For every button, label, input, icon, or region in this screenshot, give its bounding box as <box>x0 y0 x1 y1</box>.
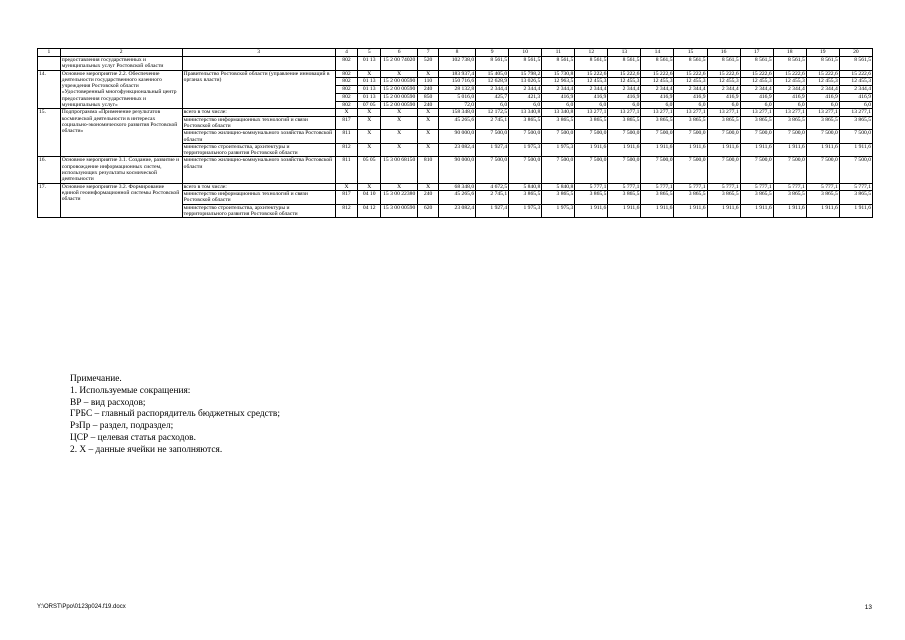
budget-code: 15 2 00 00590 <box>381 78 418 86</box>
amount-value: 6,0 <box>542 101 575 109</box>
amount-value: 7 500,0 <box>575 157 608 183</box>
amount-value: 15 222,6 <box>608 70 641 78</box>
budget-code: 01 13 <box>358 78 381 86</box>
amount-value: 7 500,0 <box>740 130 773 144</box>
budget-code: 01 13 <box>358 86 381 94</box>
amount-value: 8 561,5 <box>773 57 806 71</box>
row-number: 17. <box>38 183 61 217</box>
amount-value: 12 963,5 <box>542 78 575 86</box>
amount-value: 8 561,5 <box>806 57 839 71</box>
amount-value: 15 405,0 <box>476 70 509 78</box>
budget-code: X <box>418 116 439 130</box>
amount-value: 12 455,3 <box>641 78 674 86</box>
amount-value: 7 500,0 <box>641 157 674 183</box>
amount-value: 3 865,5 <box>707 116 740 130</box>
amount-value: 1 975,3 <box>509 143 542 157</box>
column-number-header: 14 <box>641 49 674 57</box>
budget-code: 15 3 00 68150 <box>381 157 418 183</box>
amount-value: 1 911,6 <box>707 143 740 157</box>
amount-value: 1 911,6 <box>608 143 641 157</box>
budget-code: X <box>381 116 418 130</box>
budget-code: X <box>335 109 358 116</box>
budget-code: 812 <box>335 204 358 218</box>
amount-value: 1 975,3 <box>509 204 542 218</box>
note-line: Примечание. <box>70 374 122 384</box>
amount-value: 5 840,8 <box>509 183 542 190</box>
amount-value: 12 455,3 <box>674 78 707 86</box>
amount-value: 416,9 <box>575 93 608 101</box>
budget-code: 04 12 <box>358 204 381 218</box>
amount-value: 1 911,6 <box>608 204 641 218</box>
column-number-header: 17 <box>740 49 773 57</box>
column-number-header: 5 <box>358 49 381 57</box>
budget-code: 15 3 00 22380 <box>381 190 418 204</box>
amount-value: 416,9 <box>740 93 773 101</box>
budget-code: 15 2 00 00590 <box>381 101 418 109</box>
budget-code: 812 <box>335 143 358 157</box>
budget-code: 04 10 <box>358 190 381 204</box>
amount-value: 5 777,1 <box>773 183 806 190</box>
table-row <box>38 70 873 78</box>
budget-code: 01 13 <box>358 57 381 71</box>
amount-value: 2 344,4 <box>674 86 707 94</box>
amount-value: 8 561,5 <box>509 57 542 71</box>
amount-value: 12 455,3 <box>608 78 641 86</box>
amount-value: 8 561,5 <box>740 57 773 71</box>
amount-value: 2 344,4 <box>773 86 806 94</box>
amount-value: 416,9 <box>839 93 872 101</box>
amount-value: 5 777,1 <box>608 183 641 190</box>
budget-code: X <box>358 183 381 190</box>
amount-value: 68 348,0 <box>438 183 475 190</box>
budget-code: X <box>418 109 439 116</box>
column-number-header: 2 <box>60 49 182 57</box>
column-number-header: 19 <box>806 49 839 57</box>
amount-value: 3 865,5 <box>542 190 575 204</box>
amount-value: 6,0 <box>839 101 872 109</box>
amount-value: 12 455,3 <box>773 78 806 86</box>
amount-value: 1 911,6 <box>773 204 806 218</box>
column-number-header: 13 <box>608 49 641 57</box>
amount-value: 5 777,1 <box>707 183 740 190</box>
column-number-header: 20 <box>839 49 872 57</box>
note-line: 2. X – данные ячейки не заполняются. <box>70 444 223 455</box>
amount-value: 3 865,5 <box>641 116 674 130</box>
budget-code: 05 05 <box>358 157 381 183</box>
amount-value: 5 777,1 <box>839 183 872 190</box>
amount-value: 2 344,4 <box>806 86 839 94</box>
row-number <box>38 57 61 71</box>
budget-code: 802 <box>335 57 358 71</box>
budget-code: X <box>418 143 439 157</box>
budget-code: X <box>381 109 418 116</box>
column-number-header: 10 <box>509 49 542 57</box>
amount-value: 7 500,0 <box>542 130 575 144</box>
amount-value: 3 865,5 <box>575 190 608 204</box>
amount-value: 7 500,0 <box>740 157 773 183</box>
executor-name: министерство строительства, архитектуры и территориального развития Ростовской области <box>182 143 335 157</box>
amount-value: 6,0 <box>773 101 806 109</box>
amount-value: 72,0 <box>438 101 475 109</box>
budget-code: 01 13 <box>358 93 381 101</box>
amount-value: 90 000,0 <box>438 157 475 183</box>
amount-value: 3 865,5 <box>608 116 641 130</box>
amount-value: 3 865,5 <box>740 190 773 204</box>
amount-value: 13 277,1 <box>839 109 872 116</box>
note-line: ГРБС – главный распорядитель бюджетных средств; <box>70 409 280 420</box>
program-name: Основное мероприятие 2.2. Обеспечение деятельности государственного казенного учреждения Ростовской области «Удостоверенный многофункциональный центр предоставления государственных и муниципальных услуг» <box>60 70 182 109</box>
amount-value: 6,0 <box>674 101 707 109</box>
note-line: 1. Используемые сокращения: <box>70 385 191 396</box>
amount-value: 28 132,8 <box>438 86 475 94</box>
budget-code: X <box>381 143 418 157</box>
amount-value: 15 798,2 <box>509 70 542 78</box>
amount-value: 15 222,6 <box>707 70 740 78</box>
amount-value: 13 277,1 <box>575 109 608 116</box>
amount-value: 2 344,4 <box>608 86 641 94</box>
amount-value: 2 344,4 <box>839 86 872 94</box>
amount-value: 6,0 <box>707 101 740 109</box>
budget-code: X <box>358 130 381 144</box>
amount-value: 7 500,0 <box>608 130 641 144</box>
amount-value: 15 222,6 <box>575 70 608 78</box>
amount-value: 416,9 <box>773 93 806 101</box>
amount-value: 7 500,0 <box>806 157 839 183</box>
amount-value: 15 222,6 <box>839 70 872 78</box>
amount-value: 12 455,3 <box>740 78 773 86</box>
budget-code: 850 <box>418 93 439 101</box>
row-number: 16. <box>38 157 61 183</box>
budget-code: X <box>418 130 439 144</box>
amount-value: 13 340,8 <box>509 109 542 116</box>
amount-value: 3 865,5 <box>542 116 575 130</box>
amount-value: 3 865,5 <box>839 190 872 204</box>
amount-value: 6,0 <box>575 101 608 109</box>
budget-code: 810 <box>418 157 439 183</box>
amount-value: 13 277,1 <box>707 109 740 116</box>
column-number-header: 11 <box>542 49 575 57</box>
budget-code: 520 <box>418 57 439 71</box>
amount-value: 45 265,6 <box>438 190 475 204</box>
amount-value: 5 777,1 <box>641 183 674 190</box>
amount-value: 7 500,0 <box>773 157 806 183</box>
row-number: 15. <box>38 109 61 157</box>
program-name: Подпрограмма «Применение результатов космической деятельности в интересах социально-экономического развития Ростовской области» <box>60 109 182 157</box>
amount-value: 45 265,6 <box>438 116 475 130</box>
budget-code: 811 <box>335 157 358 183</box>
amount-value: 6,0 <box>509 101 542 109</box>
amount-value: 13 277,1 <box>608 109 641 116</box>
column-number-header: 7 <box>418 49 439 57</box>
amount-value: 416,9 <box>608 93 641 101</box>
amount-value: 7 500,0 <box>542 157 575 183</box>
budget-code: 15 3 00 00590 <box>381 204 418 218</box>
amount-value: 425,7 <box>476 93 509 101</box>
amount-value: 23 082,4 <box>438 143 475 157</box>
amount-value: 7 500,0 <box>575 130 608 144</box>
amount-value: 15 222,6 <box>641 70 674 78</box>
executor-name: министерство жилищно-коммунального хозяйства Ростовской области <box>182 157 335 183</box>
amount-value: 7 500,0 <box>773 130 806 144</box>
amount-value: 1 927,4 <box>476 204 509 218</box>
amount-value: 13 277,1 <box>740 109 773 116</box>
column-number-header: 16 <box>707 49 740 57</box>
executor-name: всего в том числе: <box>182 183 335 190</box>
page-number: 13 <box>864 604 872 611</box>
table-row <box>38 157 873 183</box>
amount-value: 90 000,0 <box>438 130 475 144</box>
note-line: ЦСР – целевая статья расходов. <box>70 432 196 443</box>
amount-value: 12 455,3 <box>806 78 839 86</box>
budget-code: X <box>418 70 439 78</box>
amount-value: 13 277,1 <box>773 109 806 116</box>
amount-value: 7 500,0 <box>839 157 872 183</box>
amount-value: 1 975,3 <box>542 143 575 157</box>
amount-value: 7 500,0 <box>806 130 839 144</box>
amount-value: 421,3 <box>509 93 542 101</box>
budget-code: 15 2 00 00590 <box>381 93 418 101</box>
column-number-header: 3 <box>182 49 335 57</box>
column-number-header: 1 <box>38 49 61 57</box>
budget-code: 240 <box>418 190 439 204</box>
budget-code: 15 2 00 74020 <box>381 57 418 71</box>
amount-value: 12 172,5 <box>476 109 509 116</box>
amount-value: 6,0 <box>641 101 674 109</box>
amount-value: 8 561,5 <box>839 57 872 71</box>
amount-value: 5 777,1 <box>740 183 773 190</box>
amount-value: 13 026,5 <box>509 78 542 86</box>
budget-code: X <box>335 183 358 190</box>
amount-value: 3 865,5 <box>773 190 806 204</box>
notes-block <box>70 374 280 457</box>
amount-value: 3 865,5 <box>509 116 542 130</box>
executor-name: министерство жилищно-коммунального хозяйства Ростовской области <box>182 130 335 144</box>
amount-value: 15 222,6 <box>740 70 773 78</box>
amount-value: 3 865,5 <box>806 190 839 204</box>
amount-value: 1 911,6 <box>707 204 740 218</box>
program-name: Основное мероприятие 3.1. Создание, развитие и сопровождение информационных систем, использующих результаты космической деятельности <box>60 157 182 183</box>
budget-code: 802 <box>335 93 358 101</box>
amount-value: 12 455,3 <box>839 78 872 86</box>
budget-code: 620 <box>418 204 439 218</box>
column-number-header: 8 <box>438 49 475 57</box>
amount-value: 15 222,6 <box>806 70 839 78</box>
amount-value: 13 277,1 <box>806 109 839 116</box>
amount-value: 6,0 <box>608 101 641 109</box>
footer-file-path: Y:\ORST\Ppo\0123p024.f19.docx <box>37 604 126 610</box>
amount-value: 158 348,0 <box>438 109 475 116</box>
amount-value: 5 016,0 <box>438 93 475 101</box>
amount-value: 3 865,5 <box>674 116 707 130</box>
amount-value: 2 344,4 <box>707 86 740 94</box>
amount-value: 150 716,6 <box>438 78 475 86</box>
amount-value: 7 500,0 <box>476 130 509 144</box>
amount-value: 8 561,5 <box>476 57 509 71</box>
amount-value: 1 911,6 <box>806 204 839 218</box>
amount-value: 1 911,6 <box>674 204 707 218</box>
budget-code: X <box>381 70 418 78</box>
amount-value: 1 911,6 <box>839 143 872 157</box>
amount-value: 1 911,6 <box>575 204 608 218</box>
amount-value: 5 777,1 <box>575 183 608 190</box>
amount-value: 15 222,6 <box>674 70 707 78</box>
amount-value: 8 561,5 <box>608 57 641 71</box>
amount-value: 3 865,5 <box>575 116 608 130</box>
amount-value: 7 500,0 <box>839 130 872 144</box>
budget-code: 110 <box>418 78 439 86</box>
note-line: ВР – вид расходов; <box>70 397 146 408</box>
amount-value: 3 865,5 <box>641 190 674 204</box>
amount-value: 7 500,0 <box>707 157 740 183</box>
amount-value: 1 975,3 <box>542 204 575 218</box>
budget-code: 817 <box>335 116 358 130</box>
amount-value: 13 277,1 <box>641 109 674 116</box>
amount-value: 7 500,0 <box>674 130 707 144</box>
amount-value: 3 865,5 <box>509 190 542 204</box>
amount-value: 1 911,6 <box>641 143 674 157</box>
amount-value: 6,0 <box>740 101 773 109</box>
column-number-header: 4 <box>335 49 358 57</box>
amount-value: 7 500,0 <box>707 130 740 144</box>
amount-value: 5 840,8 <box>542 183 575 190</box>
amount-value: 13 340,8 <box>542 109 575 116</box>
budget-code: 802 <box>335 101 358 109</box>
executor-name: министерство информационных технологий и связи Ростовской области <box>182 116 335 130</box>
executor-name <box>182 57 335 71</box>
amount-value: 183 937,4 <box>438 70 475 78</box>
program-name: Основное мероприятие 3.2. Формирование единой геоинформационной системы Ростовской области <box>60 183 182 217</box>
budget-code: 15 2 00 00590 <box>381 86 418 94</box>
amount-value: 1 911,6 <box>674 143 707 157</box>
amount-value: 2 745,1 <box>476 116 509 130</box>
amount-value: 2 344,4 <box>740 86 773 94</box>
amount-value: 12 628,9 <box>476 78 509 86</box>
note-line: РзПр – раздел, подраздел; <box>70 421 174 432</box>
executor-name: Правительство Ростовской области (управление инноваций в органах власти) <box>182 70 335 109</box>
amount-value: 1 911,6 <box>806 143 839 157</box>
amount-value: 1 911,6 <box>773 143 806 157</box>
amount-value: 15 222,6 <box>773 70 806 78</box>
amount-value: 416,9 <box>674 93 707 101</box>
column-number-header: 6 <box>381 49 418 57</box>
budget-code: X <box>358 143 381 157</box>
budget-code: X <box>358 116 381 130</box>
amount-value: 3 865,5 <box>608 190 641 204</box>
budget-code: X <box>358 70 381 78</box>
amount-value: 7 500,0 <box>608 157 641 183</box>
amount-value: 6,0 <box>476 101 509 109</box>
amount-value: 5 777,1 <box>674 183 707 190</box>
amount-value: 1 911,6 <box>740 204 773 218</box>
amount-value: 1 911,6 <box>740 143 773 157</box>
amount-value: 15 730,8 <box>542 70 575 78</box>
amount-value: 7 500,0 <box>509 130 542 144</box>
executor-name: министерство строительства, архитектуры и территориального развития Ростовской области <box>182 204 335 218</box>
amount-value: 12 455,3 <box>707 78 740 86</box>
budget-code: 802 <box>335 70 358 78</box>
amount-value: 1 911,6 <box>641 204 674 218</box>
amount-value: 2 745,1 <box>476 190 509 204</box>
amount-value: 416,9 <box>542 93 575 101</box>
amount-value: 416,9 <box>806 93 839 101</box>
amount-value: 7 500,0 <box>641 130 674 144</box>
amount-value: 8 561,5 <box>674 57 707 71</box>
amount-value: 7 500,0 <box>509 157 542 183</box>
amount-value: 2 344,4 <box>542 86 575 94</box>
amount-value: 416,9 <box>707 93 740 101</box>
amount-value: 1 911,6 <box>575 143 608 157</box>
amount-value: 8 561,5 <box>641 57 674 71</box>
amount-value: 2 344,4 <box>509 86 542 94</box>
budget-code: 802 <box>335 86 358 94</box>
amount-value: 2 344,4 <box>476 86 509 94</box>
budget-code: X <box>418 183 439 190</box>
budget-code: X <box>358 109 381 116</box>
amount-value: 3 865,5 <box>740 116 773 130</box>
amount-value: 102 738,0 <box>438 57 475 71</box>
column-number-header: 18 <box>773 49 806 57</box>
budget-code: 07 05 <box>358 101 381 109</box>
amount-value: 12 455,3 <box>575 78 608 86</box>
amount-value: 8 561,5 <box>707 57 740 71</box>
amount-value: 1 927,4 <box>476 143 509 157</box>
budget-code: 802 <box>335 78 358 86</box>
table-row <box>38 109 873 116</box>
table-row <box>38 183 873 190</box>
amount-value: 7 500,0 <box>476 157 509 183</box>
amount-value: 7 500,0 <box>674 157 707 183</box>
budget-table-sheet <box>37 48 873 218</box>
budget-code: 240 <box>418 101 439 109</box>
amount-value: 3 865,5 <box>674 190 707 204</box>
amount-value: 6,0 <box>806 101 839 109</box>
column-number-header: 12 <box>575 49 608 57</box>
amount-value: 3 865,5 <box>707 190 740 204</box>
budget-code: X <box>381 130 418 144</box>
amount-value: 2 344,4 <box>641 86 674 94</box>
amount-value: 2 344,4 <box>575 86 608 94</box>
executor-name: всего в том числе: <box>182 109 335 116</box>
budget-code: 817 <box>335 190 358 204</box>
row-number: 14. <box>38 70 61 109</box>
table-header-row <box>38 49 873 57</box>
budget-code: 240 <box>418 86 439 94</box>
amount-value: 23 082,4 <box>438 204 475 218</box>
table-row <box>38 57 873 71</box>
column-number-header: 15 <box>674 49 707 57</box>
executor-name: министерство информационных технологий и связи Ростовской области <box>182 190 335 204</box>
budget-table <box>37 48 873 218</box>
amount-value: 3 865,5 <box>806 116 839 130</box>
column-number-header: 9 <box>476 49 509 57</box>
amount-value: 8 561,5 <box>542 57 575 71</box>
amount-value: 5 777,1 <box>806 183 839 190</box>
program-name: предоставления государственных и муниципальных услуг Ростовской области <box>60 57 182 71</box>
budget-code: X <box>381 183 418 190</box>
amount-value: 1 911,6 <box>839 204 872 218</box>
amount-value: 8 561,5 <box>575 57 608 71</box>
budget-code: 811 <box>335 130 358 144</box>
amount-value: 3 865,5 <box>839 116 872 130</box>
amount-value: 4 672,5 <box>476 183 509 190</box>
amount-value: 3 865,5 <box>773 116 806 130</box>
amount-value: 416,9 <box>641 93 674 101</box>
amount-value: 13 277,1 <box>674 109 707 116</box>
